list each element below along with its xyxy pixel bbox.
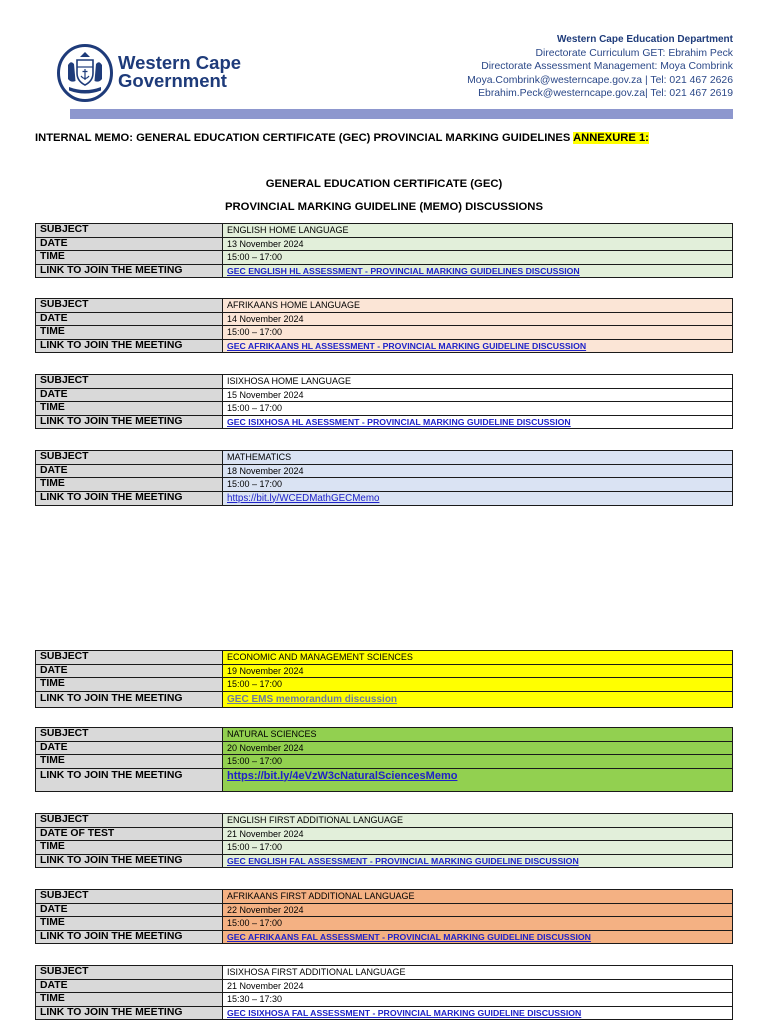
date-label: DATE [36, 979, 223, 993]
table-row-subject [36, 728, 733, 742]
time-label: TIME [36, 251, 223, 265]
date-value: 22 November 2024 [223, 903, 733, 917]
time-value: 15:00 – 17:00 [223, 478, 733, 492]
subject-value: ECONOMIC AND MANAGEMENT SCIENCES [223, 651, 733, 665]
meeting-link[interactable]: GEC ISIXHOSA HL ASESSMENT - PROVINCIAL MARKING GUIDELINE DISCUSSION [227, 416, 571, 427]
subject-label: SUBJECT [36, 451, 223, 465]
contact-line-curriculum: Directorate Curriculum GET: Ebrahim Peck [535, 47, 733, 59]
table-row-link [36, 768, 733, 791]
table-row-date [36, 903, 733, 917]
link-cell [223, 854, 733, 868]
date-label: DATE [36, 903, 223, 917]
link-label: LINK TO JOIN THE MEETING [36, 491, 223, 505]
link-label: LINK TO JOIN THE MEETING [36, 930, 223, 944]
subject-label: SUBJECT [36, 890, 223, 904]
meeting-table-mathematics [35, 450, 733, 506]
contact-line-peck: Ebrahim.Peck@westerncape.gov.za| Tel: 021 467 2619 [478, 88, 733, 100]
table-row-link [36, 415, 733, 429]
subject-label: SUBJECT [36, 224, 223, 238]
date-label: DATE [36, 464, 223, 478]
subject-value: AFRIKAANS HOME LANGUAGE [223, 299, 733, 313]
table-row-subject [36, 224, 733, 238]
time-value: 15:00 – 17:00 [223, 917, 733, 931]
table-row-date [36, 388, 733, 402]
date-value: 18 November 2024 [223, 464, 733, 478]
meeting-link[interactable]: GEC ENGLISH FAL ASSESSMENT - PROVINCIAL MARKING GUIDELINE DISCUSSION [227, 855, 579, 866]
date-value: 20 November 2024 [223, 741, 733, 755]
table-row-date [36, 464, 733, 478]
table-row-time [36, 251, 733, 265]
date-value: 15 November 2024 [223, 388, 733, 402]
date-value: 14 November 2024 [223, 312, 733, 326]
page-subheading: PROVINCIAL MARKING GUIDELINE (MEMO) DISCUSSIONS [224, 201, 543, 213]
page-heading: GENERAL EDUCATION CERTIFICATE (GEC) [265, 178, 503, 190]
logo-line-1: Western Cape [118, 52, 242, 73]
table-row-link [36, 854, 733, 868]
meeting-table-english-first-additional-language [35, 813, 733, 868]
annexure-label: ANNEXURE 1: [573, 132, 649, 144]
subject-value: MATHEMATICS [223, 451, 733, 465]
meeting-table-economic-and-management-sciences [35, 650, 733, 708]
time-value: 15:00 – 17:00 [223, 251, 733, 265]
meeting-link[interactable]: GEC ISIXHOSA FAL ASSESSMENT - PROVINCIAL MARKING GUIDELINE DISCUSSION [227, 1007, 582, 1018]
link-cell [223, 264, 733, 278]
memo-title-text: INTERNAL MEMO: GENERAL EDUCATION CERTIFICATE (GEC) PROVINCIAL MARKING GUIDELINES [35, 132, 571, 144]
date-label: DATE [36, 237, 223, 251]
subject-label: SUBJECT [36, 728, 223, 742]
date-value: 13 November 2024 [223, 237, 733, 251]
link-cell [223, 491, 733, 505]
logo-line-2: Government [118, 70, 227, 91]
meeting-table-isixhosa-first-additional-language [35, 965, 733, 1020]
subject-value: AFRIKAANS FIRST ADDITIONAL LANGUAGE [223, 890, 733, 904]
subject-value: ISIXHOSA HOME LANGUAGE [223, 375, 733, 389]
table-row-link [36, 491, 733, 505]
link-label: LINK TO JOIN THE MEETING [36, 415, 223, 429]
date-value: 21 November 2024 [223, 979, 733, 993]
contact-block [467, 33, 733, 101]
time-value: 15:00 – 17:00 [223, 841, 733, 855]
date-label: DATE [36, 312, 223, 326]
time-value: 15:00 – 17:00 [223, 402, 733, 416]
table-row-subject [36, 890, 733, 904]
table-row-time [36, 678, 733, 692]
time-value: 15:00 – 17:00 [223, 755, 733, 769]
table-row-time [36, 917, 733, 931]
department-name: Western Cape Education Department [557, 34, 733, 45]
time-value: 15:30 – 17:30 [223, 993, 733, 1007]
meeting-table-afrikaans-home-language [35, 298, 733, 353]
table-row-time [36, 993, 733, 1007]
table-row-link [36, 930, 733, 944]
time-label: TIME [36, 478, 223, 492]
contact-line-combrink: Moya.Combrink@westerncape.gov.za | Tel: 021 467 2626 [467, 74, 733, 86]
link-cell [223, 691, 733, 707]
coat-of-arms-icon [56, 43, 114, 103]
date-label: DATE [36, 664, 223, 678]
link-label: LINK TO JOIN THE MEETING [36, 854, 223, 868]
meeting-link[interactable]: https://bit.ly/4eVzW3cNaturalSciencesMemo [227, 769, 458, 782]
date-value: 21 November 2024 [223, 827, 733, 841]
meeting-link[interactable]: GEC EMS memorandum discussion [227, 693, 398, 705]
link-cell [223, 930, 733, 944]
link-cell [223, 339, 733, 353]
subject-label: SUBJECT [36, 966, 223, 980]
meeting-link[interactable]: GEC AFRIKAANS HL ASSESSMENT - PROVINCIAL MARKING GUIDELINE DISCUSSION [227, 340, 587, 351]
table-row-time [36, 402, 733, 416]
table-row-subject [36, 299, 733, 313]
table-row-date [36, 979, 733, 993]
time-label: TIME [36, 841, 223, 855]
link-label: LINK TO JOIN THE MEETING [36, 264, 223, 278]
subject-value: ENGLISH FIRST ADDITIONAL LANGUAGE [223, 814, 733, 828]
table-row-time [36, 478, 733, 492]
time-label: TIME [36, 755, 223, 769]
time-label: TIME [36, 678, 223, 692]
table-row-time [36, 326, 733, 340]
contact-line-assessment: Directorate Assessment Management: Moya Combrink [481, 61, 733, 73]
date-label: DATE [36, 741, 223, 755]
table-row-subject [36, 651, 733, 665]
meeting-table-english-home-language [35, 223, 733, 278]
table-row-date [36, 312, 733, 326]
meeting-link[interactable]: GEC AFRIKAANS FAL ASSESSMENT - PROVINCIAL MARKING GUIDELINE DISCUSSION [227, 931, 591, 942]
meeting-link[interactable]: GEC ENGLISH HL ASSESSMENT - PROVINCIAL MARKING GUIDELINES DISCUSSION [227, 265, 580, 276]
subject-label: SUBJECT [36, 814, 223, 828]
subject-value: ISIXHOSA FIRST ADDITIONAL LANGUAGE [223, 966, 733, 980]
time-label: TIME [36, 402, 223, 416]
date-label: DATE OF TEST [36, 827, 223, 841]
table-row-subject [36, 451, 733, 465]
meeting-table-natural-sciences [35, 727, 733, 792]
link-label: LINK TO JOIN THE MEETING [36, 691, 223, 707]
subject-label: SUBJECT [36, 299, 223, 313]
table-row-link [36, 339, 733, 353]
subject-value: NATURAL SCIENCES [223, 728, 733, 742]
subject-label: SUBJECT [36, 375, 223, 389]
meeting-link[interactable]: https://bit.ly/WCEDMathGECMemo [227, 492, 380, 504]
date-label: DATE [36, 388, 223, 402]
time-label: TIME [36, 917, 223, 931]
table-row-time [36, 755, 733, 769]
table-row-date [36, 664, 733, 678]
time-label: TIME [36, 993, 223, 1007]
link-label: LINK TO JOIN THE MEETING [36, 1006, 223, 1020]
table-row-time [36, 841, 733, 855]
subject-label: SUBJECT [36, 651, 223, 665]
time-label: TIME [36, 326, 223, 340]
date-value: 19 November 2024 [223, 664, 733, 678]
logo-wordmark [118, 54, 241, 90]
time-value: 15:00 – 17:00 [223, 326, 733, 340]
table-row-date [36, 237, 733, 251]
meeting-table-afrikaans-first-additional-language [35, 889, 733, 944]
table-row-link [36, 691, 733, 707]
table-row-link [36, 264, 733, 278]
link-cell [223, 415, 733, 429]
link-cell [223, 1006, 733, 1020]
link-label: LINK TO JOIN THE MEETING [36, 339, 223, 353]
link-label: LINK TO JOIN THE MEETING [36, 768, 223, 791]
table-row-subject [36, 375, 733, 389]
header-divider-bar [70, 109, 733, 119]
table-row-subject [36, 966, 733, 980]
table-row-link [36, 1006, 733, 1020]
wcg-logo [56, 43, 256, 103]
link-cell [223, 768, 733, 791]
table-row-date [36, 827, 733, 841]
table-row-subject [36, 814, 733, 828]
memo-title [35, 131, 649, 145]
subject-value: ENGLISH HOME LANGUAGE [223, 224, 733, 238]
table-row-date [36, 741, 733, 755]
meeting-table-isixhosa-home-language [35, 374, 733, 429]
time-value: 15:00 – 17:00 [223, 678, 733, 692]
